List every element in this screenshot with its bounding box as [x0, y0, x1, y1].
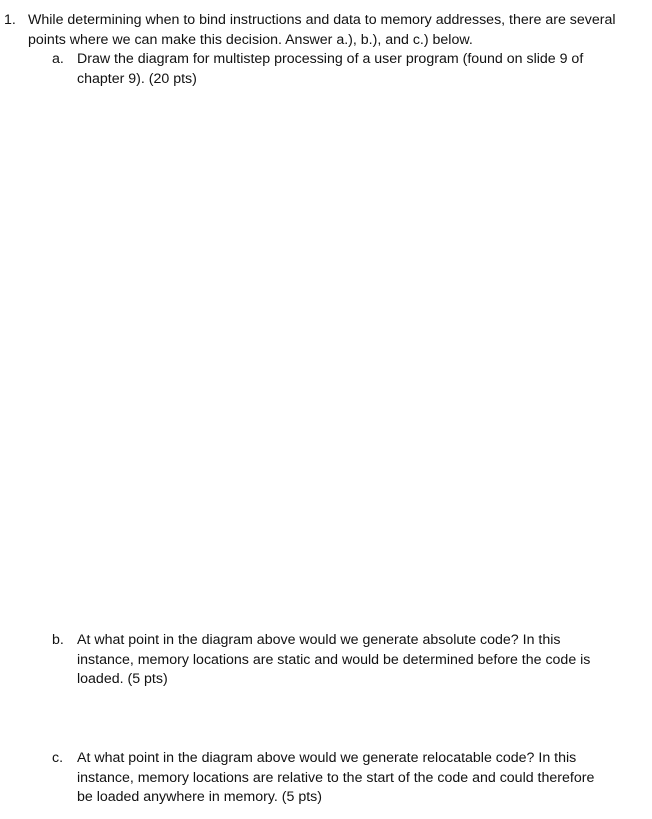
question-number: 1.	[4, 12, 16, 28]
part-c-marker: c.	[52, 750, 64, 766]
part-a-text: Draw the diagram for multistep processing of a user program (found on slide 9 of chapter 9). (20 pts)	[77, 51, 584, 87]
part-b-marker: b.	[52, 632, 64, 648]
answer-space-diagram	[77, 98, 607, 618]
part-b-text: At what point in the diagram above would we generate absolute code? In this instance, memory locations are static and would be determined before the code is loaded. (5 pts)	[77, 632, 591, 687]
part-c-text: At what point in the diagram above would we generate relocatable code? In this instance, memory locations are relative to the start of the code and could therefore be loaded anywhere in memory. (5 pts)	[77, 750, 595, 805]
part-a-marker: a.	[52, 51, 64, 67]
question-text: While determining when to bind instructions and data to memory addresses, there are several points where we can make this decision. Answer a.), b.), and c.) below.	[28, 12, 616, 48]
